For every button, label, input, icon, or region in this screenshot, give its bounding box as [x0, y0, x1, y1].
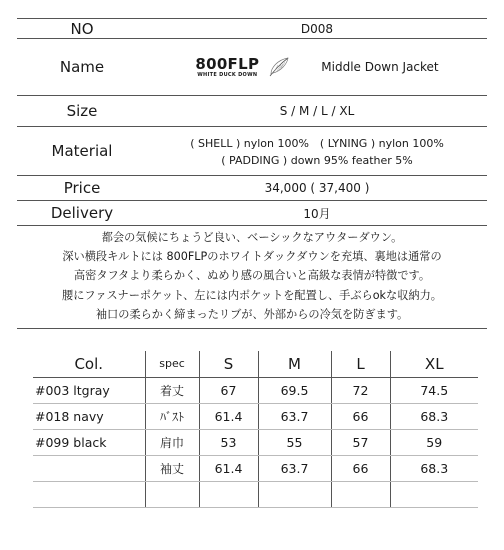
row-size	[17, 96, 487, 127]
size-m-header: M	[258, 351, 331, 377]
feather-icon	[267, 56, 291, 78]
description-line: 高密タフタより柔らかく、ぬめり感の風合いと高級な表情が特徴です。	[73, 269, 431, 283]
spec-name: 着丈	[145, 377, 199, 403]
value-xl: 59	[390, 429, 478, 455]
row-no	[17, 19, 487, 39]
brand-logo	[195, 56, 259, 79]
spec-header: spec	[145, 351, 199, 377]
table-row	[33, 455, 478, 481]
size-s-header: S	[199, 351, 258, 377]
size-xl-header: XL	[390, 351, 478, 377]
price-label: Price	[63, 179, 101, 197]
spec-name	[145, 481, 199, 507]
spec-name: 肩巾	[145, 429, 199, 455]
logo-main-text: 800FLP	[195, 54, 260, 73]
value-xl	[390, 481, 478, 507]
name-cell	[147, 39, 487, 95]
color-name	[33, 481, 145, 507]
material-cell	[147, 127, 487, 175]
name-label: Name	[59, 58, 105, 76]
value-m: 63.7	[258, 455, 331, 481]
spec-name: ﾊﾞｽﾄ	[145, 403, 199, 429]
row-material	[17, 127, 487, 176]
color-name: #018 navy	[33, 403, 145, 429]
table-row	[33, 481, 478, 507]
logo-sub-text: WHITE DUCK DOWN	[197, 71, 258, 78]
material-line-1: ( SHELL ) nylon 100% ( LYNING ) nylon 100%	[190, 137, 444, 150]
description	[17, 226, 487, 328]
value-l: 72	[331, 377, 390, 403]
no-value: D008	[300, 21, 334, 36]
size-value: S / M / L / XL	[279, 104, 355, 118]
description-line: 腰にファスナーポケット、左には内ポケットを配置し、手ぶらokな収納力。	[62, 288, 442, 302]
value-m: 69.5	[258, 377, 331, 403]
value-s: 67	[199, 377, 258, 403]
table-row	[33, 403, 478, 429]
size-chart-header	[33, 351, 478, 377]
value-m: 55	[258, 429, 331, 455]
value-s: 61.4	[199, 403, 258, 429]
size-chart	[33, 351, 478, 508]
value-m	[258, 481, 331, 507]
value-m: 63.7	[258, 403, 331, 429]
material-line-2: ( PADDING ) down 95% feather 5%	[221, 154, 413, 167]
description-line: 袖口の柔らかく締まったリブが、外部からの冷気を防ぎます。	[95, 307, 409, 321]
value-s: 61.4	[199, 455, 258, 481]
value-l: 66	[331, 403, 390, 429]
delivery-label: Delivery	[50, 204, 114, 222]
price-value: 34,000 ( 37,400 )	[264, 181, 370, 195]
value-xl: 74.5	[390, 377, 478, 403]
description-line: 都会の気候にちょうど良い、ベーシックなアウターダウン。	[101, 231, 403, 244]
spec-table	[17, 18, 487, 329]
color-name: #003 ltgray	[33, 377, 145, 403]
value-l	[331, 481, 390, 507]
row-description	[17, 226, 487, 329]
description-line: 深い横段キルトには 800FLPのホワイトダックダウンを充填、裏地は通常の	[62, 250, 442, 264]
size-l-header: L	[331, 351, 390, 377]
row-name	[17, 39, 487, 96]
size-label: Size	[66, 102, 98, 120]
value-l: 57	[331, 429, 390, 455]
color-name: #099 black	[33, 429, 145, 455]
table-row	[33, 377, 478, 403]
material-label: Material	[51, 142, 113, 160]
value-xl: 68.3	[390, 455, 478, 481]
table-row	[33, 429, 478, 455]
name-value: Middle Down Jacket	[321, 60, 439, 74]
value-s: 53	[199, 429, 258, 455]
col-header: Col.	[33, 351, 145, 377]
delivery-value: 10月	[303, 206, 331, 221]
row-delivery	[17, 201, 487, 226]
value-xl: 68.3	[390, 403, 478, 429]
spec-name: 袖丈	[145, 455, 199, 481]
value-l: 66	[331, 455, 390, 481]
color-name	[33, 455, 145, 481]
value-s	[199, 481, 258, 507]
no-label: NO	[70, 19, 94, 38]
row-price	[17, 176, 487, 201]
